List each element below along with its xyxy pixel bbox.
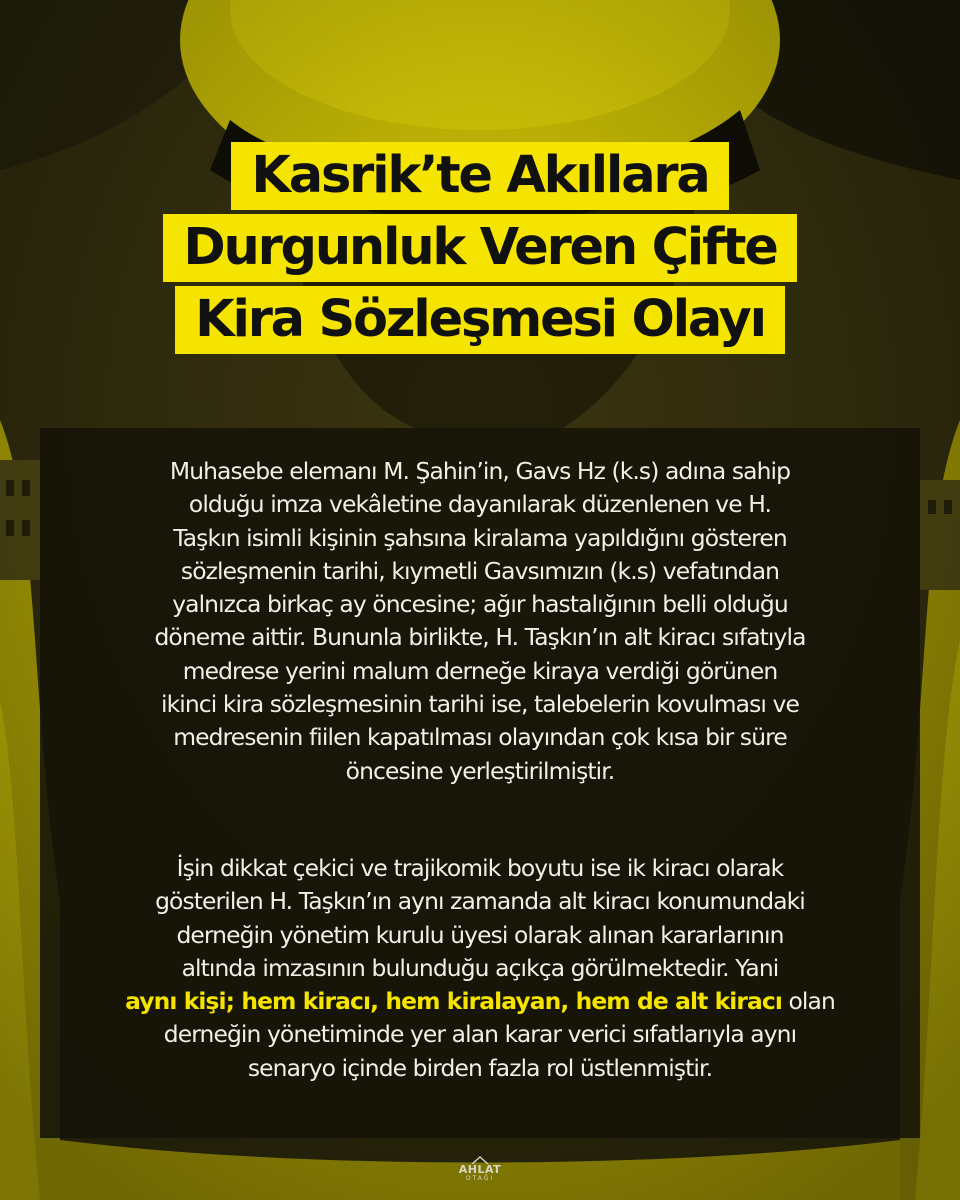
paragraph-2-line: derneğin yönetim kurulu üyesi olarak alınan kararlarının [176,920,784,949]
paragraph-1-line: Muhasebe elemanı M. Şahin’in, Gavs Hz (k.s) adına sahip [169,457,791,485]
headline [0,142,960,358]
paragraph-1-line: Taşkın isimli kişinin şahsına kiralama yapıldığını gösteren [173,523,787,552]
paragraph-1-line: ikinci kira sözleşmesinin tarihi ise, talebelerin kovulması ve [161,690,799,719]
paragraph-1-line: sözleşmenin tarihi, kıymetli Gavsımızın (k.s) vefatından [180,556,780,585]
paragraph-2-line: derneğin yönetiminde yer alan karar verici sıfatlarıyla aynı [163,1020,797,1049]
paragraph-1-line: döneme aittir. Bununla birlikte, H. Taşkın’ın alt kiracı sıfatıyla [154,623,806,652]
paragraph-1-line: öncesine yerleştirilmiştir. [345,756,615,785]
paragraph-2-line: gösterilen H. Taşkın’ın aynı zamanda alt kiracı konumundaki [155,887,805,916]
headline-line-3: Kira Sözleşmesi Olayı [175,286,785,354]
paragraph-1-line: medresenin fiilen kapatılması olayından çok kısa bir süre [173,723,787,752]
headline-line-2: Durgunluk Veren Çifte [163,214,796,282]
headline-line-1: Kasrik’te Akıllara [231,142,728,210]
paragraph-2-line: senaryo içinde birden fazla rol üstlenmiştir. [247,1053,713,1082]
paragraph-1 [40,455,920,788]
paragraph-2-line: olan [781,987,835,1016]
paragraph-2-line: altında imzasının bulunduğu açıkça görülmektedir. Yani [181,953,779,982]
paragraph-2 [40,852,920,1085]
paragraph-1-line: olduğu imza vekâletine dayanılarak düzenlenen ve H. [188,490,772,519]
paragraph-1-line: yalnızca birkaç ay öncesine; ağır hastalığının belli olduğu [172,590,788,619]
highlighted-phrase: aynı kişi; hem kiracı, hem kiralayan, hem de alt kiracı [125,987,782,1016]
paragraph-2-line: İşin dikkat çekici ve trajikomik boyutu ise ik kiracı olarak [176,854,784,882]
logo-wordmark: AHLAT [458,1163,502,1176]
logo-subtitle: OTAĞI [465,1175,495,1182]
brand-logo [446,1156,514,1196]
paragraph-1-line: medrese yerini malum derneğe kiraya verdiği görünen [182,656,778,685]
tent-icon [470,1156,490,1164]
